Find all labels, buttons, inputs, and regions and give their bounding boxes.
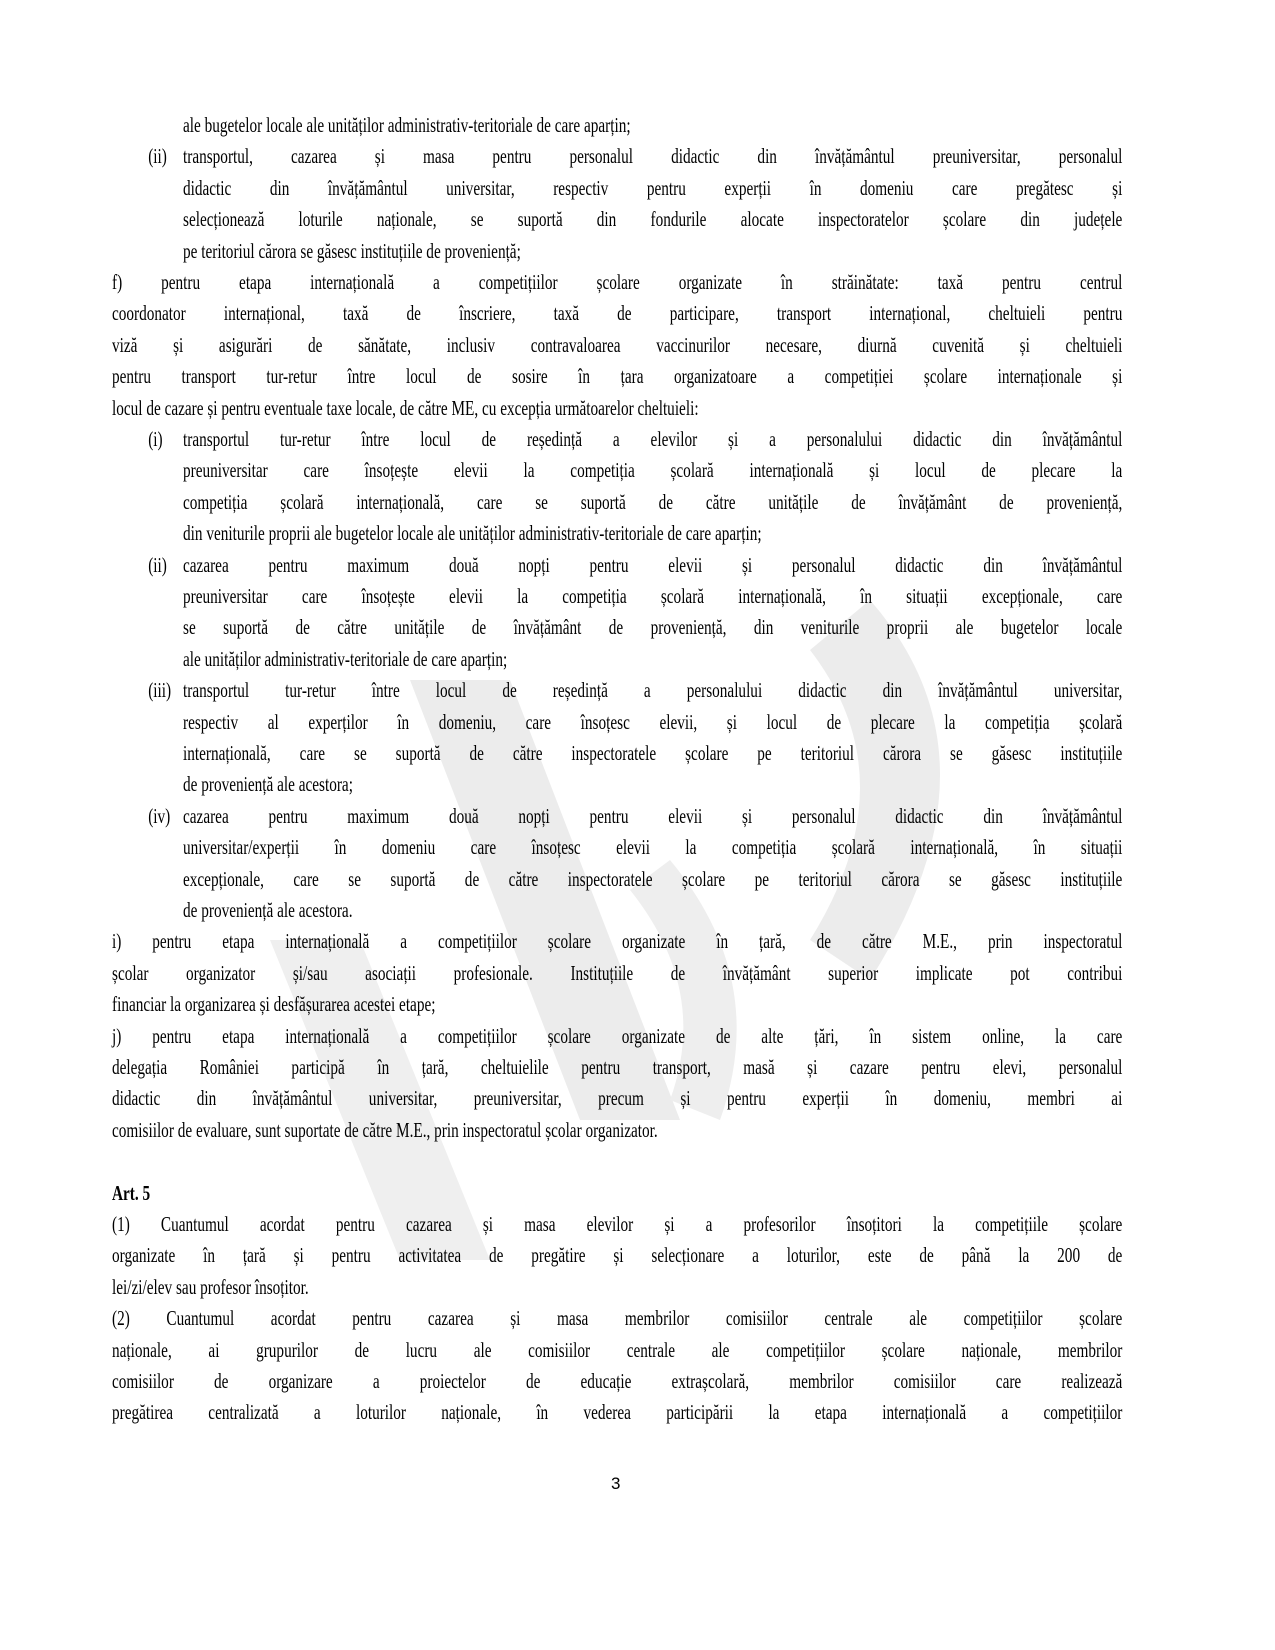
- text-line: financiar la organizarea și desfășurarea acestei etape;: [112, 992, 436, 1017]
- text-line: pe teritoriul cărora se găsesc instituțiile de proveniență;: [183, 238, 521, 263]
- page-number: 3: [611, 1474, 621, 1493]
- list-item-label: (iii): [148, 678, 172, 703]
- text-line: de proveniență ale acestora;: [183, 772, 353, 797]
- text-line: școlar organizator și/sau asociații profesionale. Instituțiile de învățământ superior implicate pot contribui: [112, 960, 1123, 985]
- text-line: selecționează loturile naționale, se suportă din fondurile alocate inspectoratelor școlare din județele: [183, 207, 1123, 232]
- text-line: competiția școlară internațională, care se suportă de către unitățile de învățământ de proveniență,: [183, 489, 1123, 514]
- text-line: coordonator internațional, taxă de înscriere, taxă de participare, transport internațional, cheltuieli pentru: [112, 301, 1123, 326]
- text-line: didactic din învățământul universitar, respectiv pentru experții în domeniu care pregătesc și: [183, 175, 1123, 200]
- text-line: pentru transport tur-retur între locul de sosire în țara organizatoare a competiției școlare internaționale și: [112, 364, 1123, 389]
- list-item-label: (i): [148, 427, 163, 451]
- text-line: (1) Cuantumul acordat pentru cazarea și masa elevilor și a profesorilor însoțitori la competițiile școlare: [112, 1212, 1123, 1236]
- text-line: ale unităților administrativ-teritoriale de care aparțin;: [183, 646, 508, 671]
- text-line: delegația României participă în țară, cheltuielile pentru transport, masă și cazare pentru elevi, personalul: [112, 1055, 1123, 1079]
- list-item-label: (ii): [148, 144, 167, 169]
- text-line: locul de cazare și pentru eventuale taxe locale, de către ME, cu excepția următoarelor cheltuieli:: [112, 395, 699, 420]
- text-line: ale bugetelor locale ale unităților administrativ-teritoriale de care aparțin;: [183, 113, 631, 137]
- text-line: lei/zi/elev sau profesor însoțitor.: [112, 1274, 309, 1299]
- text-line: transportul tur-retur între locul de reședință a personalului didactic din învățământul universitar,: [183, 678, 1123, 703]
- text-line: (2) Cuantumul acordat pentru cazarea și masa membrilor comisiilor centrale ale competițiilor școlare: [112, 1306, 1123, 1331]
- text-line: organizate în țară și pentru activitatea de pregătire și selecționare a loturilor, este de până la 200 de: [112, 1243, 1123, 1268]
- text-line: j) pentru etapa internațională a competițiilor școlare organizate de alte țări, în sistem online, la care: [112, 1023, 1123, 1048]
- text-line: f) pentru etapa internațională a competițiilor școlare organizate în străinătate: taxă pentru centrul: [112, 270, 1123, 294]
- document-body: [112, 0, 1122, 1650]
- text-line: comisiilor de organizare a proiectelor de educație extrașcolară, membrilor comisiilor care realizează: [112, 1369, 1123, 1393]
- text-line: cazarea pentru maximum două nopți pentru elevii și personalul didactic din învățământul: [183, 803, 1123, 828]
- text-line: transportul tur-retur între locul de reședință a elevilor și a personalului didactic din învățământul: [183, 427, 1123, 451]
- text-line: din veniturile proprii ale bugetelor locale ale unităților administrativ-teritoriale de care aparțin;: [183, 521, 762, 546]
- text-line: se suportă de către unitățile de învățământ de proveniență, din veniturile proprii ale bugetelor locale: [183, 615, 1123, 640]
- text-line: de proveniență ale acestora.: [183, 898, 353, 922]
- article-heading: Art. 5: [112, 1180, 151, 1205]
- text-line: preuniversitar care însoțește elevii la competiția școlară internațională și locul de plecare la: [183, 458, 1123, 483]
- text-line: comisiilor de evaluare, sunt suportate de către M.E., prin inspectoratul școlar organizator.: [112, 1117, 658, 1142]
- list-item-label: (iv): [148, 803, 171, 828]
- text-line: pregătirea centralizată a loturilor naționale, în vederea participării la etapa internațională a competițiilor: [112, 1400, 1123, 1425]
- text-line: didactic din învățământul universitar, preuniversitar, precum și pentru experții în domeniu, membri ai: [112, 1086, 1123, 1111]
- text-line: cazarea pentru maximum două nopți pentru elevii și personalul didactic din învățământul: [183, 552, 1123, 577]
- text-line: universitar/experții în domeniu care însoțesc elevii la competiția școlară internațională, în situații: [183, 835, 1123, 860]
- text-line: viză și asigurări de sănătate, inclusiv contravaloarea vaccinurilor necesare, diurnă cuvenită și cheltuieli: [112, 332, 1123, 357]
- text-line: excepționale, care se suportă de către inspectoratele școlare pe teritoriul cărora se găsesc instituțiile: [183, 866, 1123, 891]
- text-line: preuniversitar care însoțește elevii la competiția școlară internațională, în situații excepționale, care: [183, 584, 1123, 608]
- text-line: transportul, cazarea și masa pentru personalul didactic din învățământul preuniversitar, personalul: [183, 144, 1123, 169]
- text-line: naționale, ai grupurilor de lucru ale comisiilor centrale ale competițiilor școlare naționale, membrilor: [112, 1337, 1123, 1362]
- list-item-label: (ii): [148, 552, 167, 577]
- text-line: internațională, care se suportă de către inspectoratele școlare pe teritoriul cărora se găsesc instituțiile: [183, 741, 1123, 765]
- text-line: i) pentru etapa internațională a competițiilor școlare organizate în țară, de către M.E., prin inspectoratul: [112, 929, 1123, 954]
- text-line: respectiv al experților în domeniu, care însoțesc elevii, și locul de plecare la competiția școlară: [183, 709, 1123, 734]
